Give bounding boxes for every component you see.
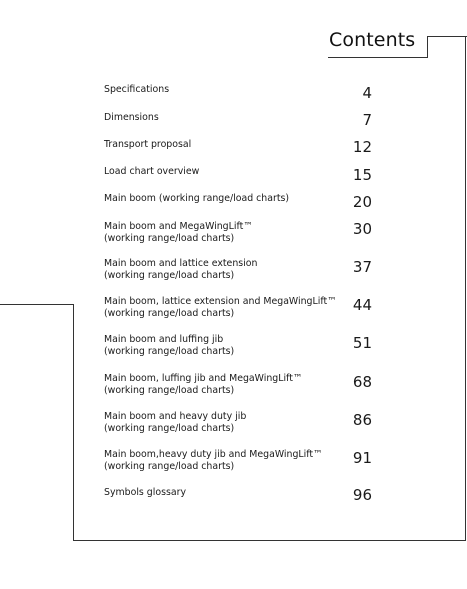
toc-entry-main-boom-luffing-jib-megawinglift[interactable] — [104, 373, 372, 397]
toc-entry-load-chart-overview[interactable] — [104, 166, 372, 184]
toc-entry-page: 20 — [352, 193, 372, 211]
toc-entry-page: 37 — [352, 258, 372, 276]
frame-left-horizontal — [0, 304, 74, 305]
page-title: Contents — [329, 29, 416, 51]
toc-entry-page: 86 — [352, 411, 372, 429]
toc-entry-main-boom-heavy-duty-jib[interactable] — [104, 411, 372, 435]
toc-entry-label: Specifications — [104, 84, 170, 95]
toc-entry-transport-proposal[interactable] — [104, 139, 372, 157]
toc-entry-page: 12 — [352, 138, 372, 156]
toc-entry-label: Load chart overview — [104, 166, 200, 177]
toc-entry-label: Symbols glossary — [104, 487, 186, 498]
toc-entry-main-boom-megawinglift[interactable] — [104, 221, 372, 245]
toc-entry-label: Dimensions — [104, 112, 159, 123]
toc-entry-main-boom-lattice-megawinglift[interactable] — [104, 296, 372, 320]
toc-entry-page: 91 — [352, 449, 372, 467]
frame-top-vertical — [427, 36, 428, 58]
frame-right-vertical — [465, 36, 466, 541]
toc-entry-label: Transport proposal — [104, 139, 192, 150]
toc-entry-label: Main boom (working range/load charts) — [104, 193, 290, 204]
toc-entry-label: Main boom,heavy duty jib and MegaWingLift™ (working range/load charts) — [104, 449, 323, 472]
toc-entry-main-boom-lattice-extension[interactable] — [104, 258, 372, 282]
toc-entry-main-boom-heavy-duty-jib-megawinglift[interactable] — [104, 449, 372, 473]
frame-bottom-horizontal — [73, 540, 466, 541]
toc-entry-page: 7 — [362, 111, 372, 129]
toc-entry-page: 96 — [352, 486, 372, 504]
toc-entry-label: Main boom, luffing jib and MegaWingLift™ (working range/load charts) — [104, 373, 303, 396]
toc-entry-page: 30 — [352, 220, 372, 238]
toc-entry-dimensions[interactable] — [104, 112, 372, 130]
toc-entry-main-boom-luffing-jib[interactable] — [104, 334, 372, 358]
toc-entry-page: 51 — [352, 334, 372, 352]
toc-entry-label: Main boom and MegaWingLift™ (working range/load charts) — [104, 221, 253, 244]
frame-top-right — [427, 36, 467, 37]
toc-entry-page: 44 — [352, 296, 372, 314]
toc-entry-label: Main boom, lattice extension and MegaWingLift™ (working range/load charts) — [104, 296, 337, 319]
toc-entry-specifications[interactable] — [104, 84, 372, 102]
toc-entry-label: Main boom and heavy duty jib (working range/load charts) — [104, 411, 247, 434]
toc-entry-main-boom[interactable] — [104, 193, 372, 211]
toc-entry-symbols-glossary[interactable] — [104, 487, 372, 505]
toc-entry-page: 4 — [362, 84, 372, 102]
toc-entry-page: 15 — [352, 166, 372, 184]
frame-left-vertical — [73, 304, 74, 541]
toc-entry-label: Main boom and luffing jib (working range/load charts) — [104, 334, 235, 357]
toc-entry-label: Main boom and lattice extension (working range/load charts) — [104, 258, 258, 281]
frame-top-horizontal — [328, 57, 428, 58]
toc-entry-page: 68 — [352, 373, 372, 391]
